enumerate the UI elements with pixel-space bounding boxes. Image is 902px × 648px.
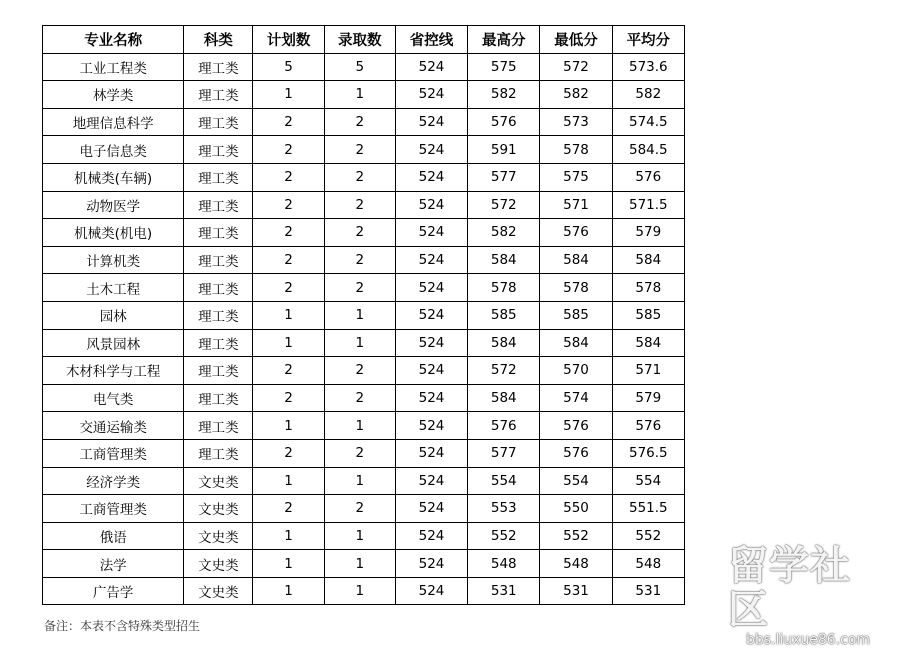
category-cell: 理工类 <box>184 136 253 164</box>
major-cell: 工商管理类 <box>43 495 184 523</box>
table-row <box>43 329 685 357</box>
column-header: 最低分 <box>540 26 612 54</box>
avg-score-cell: 584 <box>612 246 684 274</box>
avg-score-cell: 578 <box>612 274 684 302</box>
table-row <box>43 495 685 523</box>
admission-scores-table <box>42 25 685 605</box>
min-score-cell: 585 <box>540 301 612 329</box>
control-line-cell: 524 <box>395 577 467 605</box>
control-line-cell: 524 <box>395 329 467 357</box>
min-score-cell: 574 <box>540 384 612 412</box>
avg-score-cell: 576.5 <box>612 439 684 467</box>
table-row <box>43 384 685 412</box>
table-footnote: 备注：本表不含特殊类型招生 <box>44 619 201 633</box>
category-cell: 理工类 <box>184 219 253 247</box>
min-score-cell: 550 <box>540 495 612 523</box>
category-cell: 理工类 <box>184 412 253 440</box>
min-score-cell: 576 <box>540 219 612 247</box>
category-cell: 理工类 <box>184 301 253 329</box>
admit-count-cell: 2 <box>324 246 395 274</box>
column-header: 省控线 <box>395 26 467 54</box>
control-line-cell: 524 <box>395 246 467 274</box>
max-score-cell: 591 <box>468 136 540 164</box>
major-cell: 法学 <box>43 550 184 578</box>
avg-score-cell: 584 <box>612 329 684 357</box>
admit-count-cell: 2 <box>324 108 395 136</box>
category-cell: 理工类 <box>184 191 253 219</box>
min-score-cell: 578 <box>540 274 612 302</box>
admit-count-cell: 2 <box>324 163 395 191</box>
min-score-cell: 570 <box>540 357 612 385</box>
plan-count-cell: 2 <box>253 384 324 412</box>
category-cell: 理工类 <box>184 329 253 357</box>
plan-count-cell: 2 <box>253 357 324 385</box>
min-score-cell: 572 <box>540 53 612 81</box>
control-line-cell: 524 <box>395 467 467 495</box>
category-cell: 理工类 <box>184 246 253 274</box>
table-row <box>43 357 685 385</box>
category-cell: 理工类 <box>184 357 253 385</box>
avg-score-cell: 573.6 <box>612 53 684 81</box>
table-row <box>43 81 685 109</box>
major-cell: 工业工程类 <box>43 53 184 81</box>
control-line-cell: 524 <box>395 384 467 412</box>
min-score-cell: 584 <box>540 329 612 357</box>
category-cell: 理工类 <box>184 163 253 191</box>
category-cell: 文史类 <box>184 550 253 578</box>
control-line-cell: 524 <box>395 136 467 164</box>
admit-count-cell: 1 <box>324 577 395 605</box>
admit-count-cell: 1 <box>324 412 395 440</box>
max-score-cell: 577 <box>468 439 540 467</box>
category-cell: 理工类 <box>184 274 253 302</box>
avg-score-cell: 584.5 <box>612 136 684 164</box>
table-row <box>43 412 685 440</box>
max-score-cell: 584 <box>468 384 540 412</box>
control-line-cell: 524 <box>395 108 467 136</box>
min-score-cell: 575 <box>540 163 612 191</box>
admit-count-cell: 5 <box>324 53 395 81</box>
table-row <box>43 550 685 578</box>
category-cell: 文史类 <box>184 577 253 605</box>
major-cell: 土木工程 <box>43 274 184 302</box>
major-cell: 机械类(机电) <box>43 219 184 247</box>
plan-count-cell: 1 <box>253 301 324 329</box>
plan-count-cell: 1 <box>253 467 324 495</box>
control-line-cell: 524 <box>395 274 467 302</box>
major-cell: 机械类(车辆) <box>43 163 184 191</box>
column-header: 专业名称 <box>43 26 184 54</box>
admit-count-cell: 2 <box>324 357 395 385</box>
admit-count-cell: 2 <box>324 191 395 219</box>
admit-count-cell: 2 <box>324 384 395 412</box>
admit-count-cell: 1 <box>324 329 395 357</box>
min-score-cell: 571 <box>540 191 612 219</box>
admit-count-cell: 1 <box>324 550 395 578</box>
avg-score-cell: 571 <box>612 357 684 385</box>
major-cell: 经济学类 <box>43 467 184 495</box>
min-score-cell: 578 <box>540 136 612 164</box>
control-line-cell: 524 <box>395 495 467 523</box>
major-cell: 动物医学 <box>43 191 184 219</box>
plan-count-cell: 2 <box>253 219 324 247</box>
max-score-cell: 582 <box>468 219 540 247</box>
min-score-cell: 548 <box>540 550 612 578</box>
plan-count-cell: 2 <box>253 246 324 274</box>
control-line-cell: 524 <box>395 163 467 191</box>
max-score-cell: 572 <box>468 191 540 219</box>
max-score-cell: 572 <box>468 357 540 385</box>
major-cell: 交通运输类 <box>43 412 184 440</box>
admit-count-cell: 2 <box>324 274 395 302</box>
watermark-url: bbs.liuxue86.com <box>745 632 871 648</box>
min-score-cell: 554 <box>540 467 612 495</box>
plan-count-cell: 1 <box>253 550 324 578</box>
admit-count-cell: 2 <box>324 136 395 164</box>
table-row <box>43 522 685 550</box>
category-cell: 文史类 <box>184 522 253 550</box>
major-cell: 电气类 <box>43 384 184 412</box>
min-score-cell: 531 <box>540 577 612 605</box>
table-header-row <box>43 26 685 54</box>
avg-score-cell: 579 <box>612 219 684 247</box>
max-score-cell: 582 <box>468 81 540 109</box>
admit-count-cell: 1 <box>324 301 395 329</box>
plan-count-cell: 1 <box>253 522 324 550</box>
avg-score-cell: 554 <box>612 467 684 495</box>
plan-count-cell: 1 <box>253 81 324 109</box>
table-row <box>43 467 685 495</box>
max-score-cell: 548 <box>468 550 540 578</box>
max-score-cell: 584 <box>468 246 540 274</box>
min-score-cell: 582 <box>540 81 612 109</box>
avg-score-cell: 576 <box>612 163 684 191</box>
plan-count-cell: 1 <box>253 329 324 357</box>
plan-count-cell: 2 <box>253 274 324 302</box>
avg-score-cell: 585 <box>612 301 684 329</box>
table-row <box>43 53 685 81</box>
major-cell: 风景园林 <box>43 329 184 357</box>
plan-count-cell: 2 <box>253 108 324 136</box>
column-header: 录取数 <box>324 26 395 54</box>
category-cell: 理工类 <box>184 53 253 81</box>
admit-count-cell: 2 <box>324 219 395 247</box>
max-score-cell: 554 <box>468 467 540 495</box>
category-cell: 文史类 <box>184 495 253 523</box>
avg-score-cell: 551.5 <box>612 495 684 523</box>
column-header: 科类 <box>184 26 253 54</box>
max-score-cell: 576 <box>468 108 540 136</box>
table-row <box>43 108 685 136</box>
avg-score-cell: 548 <box>612 550 684 578</box>
plan-count-cell: 2 <box>253 136 324 164</box>
table-body <box>43 53 685 605</box>
control-line-cell: 524 <box>395 439 467 467</box>
max-score-cell: 531 <box>468 577 540 605</box>
min-score-cell: 552 <box>540 522 612 550</box>
major-cell: 俄语 <box>43 522 184 550</box>
admit-count-cell: 2 <box>324 495 395 523</box>
max-score-cell: 578 <box>468 274 540 302</box>
column-header: 计划数 <box>253 26 324 54</box>
max-score-cell: 553 <box>468 495 540 523</box>
avg-score-cell: 571.5 <box>612 191 684 219</box>
table-row <box>43 163 685 191</box>
max-score-cell: 576 <box>468 412 540 440</box>
category-cell: 理工类 <box>184 108 253 136</box>
min-score-cell: 584 <box>540 246 612 274</box>
table-row <box>43 191 685 219</box>
control-line-cell: 524 <box>395 412 467 440</box>
major-cell: 园林 <box>43 301 184 329</box>
table-row <box>43 219 685 247</box>
control-line-cell: 524 <box>395 357 467 385</box>
avg-score-cell: 582 <box>612 81 684 109</box>
table-row <box>43 136 685 164</box>
avg-score-cell: 579 <box>612 384 684 412</box>
major-cell: 计算机类 <box>43 246 184 274</box>
table-row <box>43 246 685 274</box>
control-line-cell: 524 <box>395 550 467 578</box>
major-cell: 工商管理类 <box>43 439 184 467</box>
column-header: 平均分 <box>612 26 684 54</box>
plan-count-cell: 1 <box>253 577 324 605</box>
admit-count-cell: 1 <box>324 81 395 109</box>
category-cell: 理工类 <box>184 439 253 467</box>
category-cell: 理工类 <box>184 384 253 412</box>
table-row <box>43 274 685 302</box>
plan-count-cell: 2 <box>253 495 324 523</box>
major-cell: 广告学 <box>43 577 184 605</box>
category-cell: 文史类 <box>184 467 253 495</box>
table-row <box>43 577 685 605</box>
admit-count-cell: 2 <box>324 439 395 467</box>
admit-count-cell: 1 <box>324 467 395 495</box>
plan-count-cell: 2 <box>253 191 324 219</box>
table-row <box>43 439 685 467</box>
admit-count-cell: 1 <box>324 522 395 550</box>
plan-count-cell: 5 <box>253 53 324 81</box>
plan-count-cell: 1 <box>253 412 324 440</box>
category-cell: 理工类 <box>184 81 253 109</box>
major-cell: 电子信息类 <box>43 136 184 164</box>
control-line-cell: 524 <box>395 81 467 109</box>
table-row <box>43 301 685 329</box>
major-cell: 林学类 <box>43 81 184 109</box>
plan-count-cell: 2 <box>253 163 324 191</box>
avg-score-cell: 574.5 <box>612 108 684 136</box>
control-line-cell: 524 <box>395 219 467 247</box>
watermark-logo: 留学社区 <box>728 543 851 633</box>
min-score-cell: 576 <box>540 439 612 467</box>
max-score-cell: 575 <box>468 53 540 81</box>
max-score-cell: 552 <box>468 522 540 550</box>
site-watermark <box>728 543 888 648</box>
control-line-cell: 524 <box>395 53 467 81</box>
column-header: 最高分 <box>468 26 540 54</box>
max-score-cell: 577 <box>468 163 540 191</box>
major-cell: 木材科学与工程 <box>43 357 184 385</box>
avg-score-cell: 531 <box>612 577 684 605</box>
control-line-cell: 524 <box>395 522 467 550</box>
min-score-cell: 576 <box>540 412 612 440</box>
max-score-cell: 585 <box>468 301 540 329</box>
max-score-cell: 584 <box>468 329 540 357</box>
avg-score-cell: 576 <box>612 412 684 440</box>
control-line-cell: 524 <box>395 301 467 329</box>
plan-count-cell: 2 <box>253 439 324 467</box>
avg-score-cell: 552 <box>612 522 684 550</box>
major-cell: 地理信息科学 <box>43 108 184 136</box>
min-score-cell: 573 <box>540 108 612 136</box>
control-line-cell: 524 <box>395 191 467 219</box>
